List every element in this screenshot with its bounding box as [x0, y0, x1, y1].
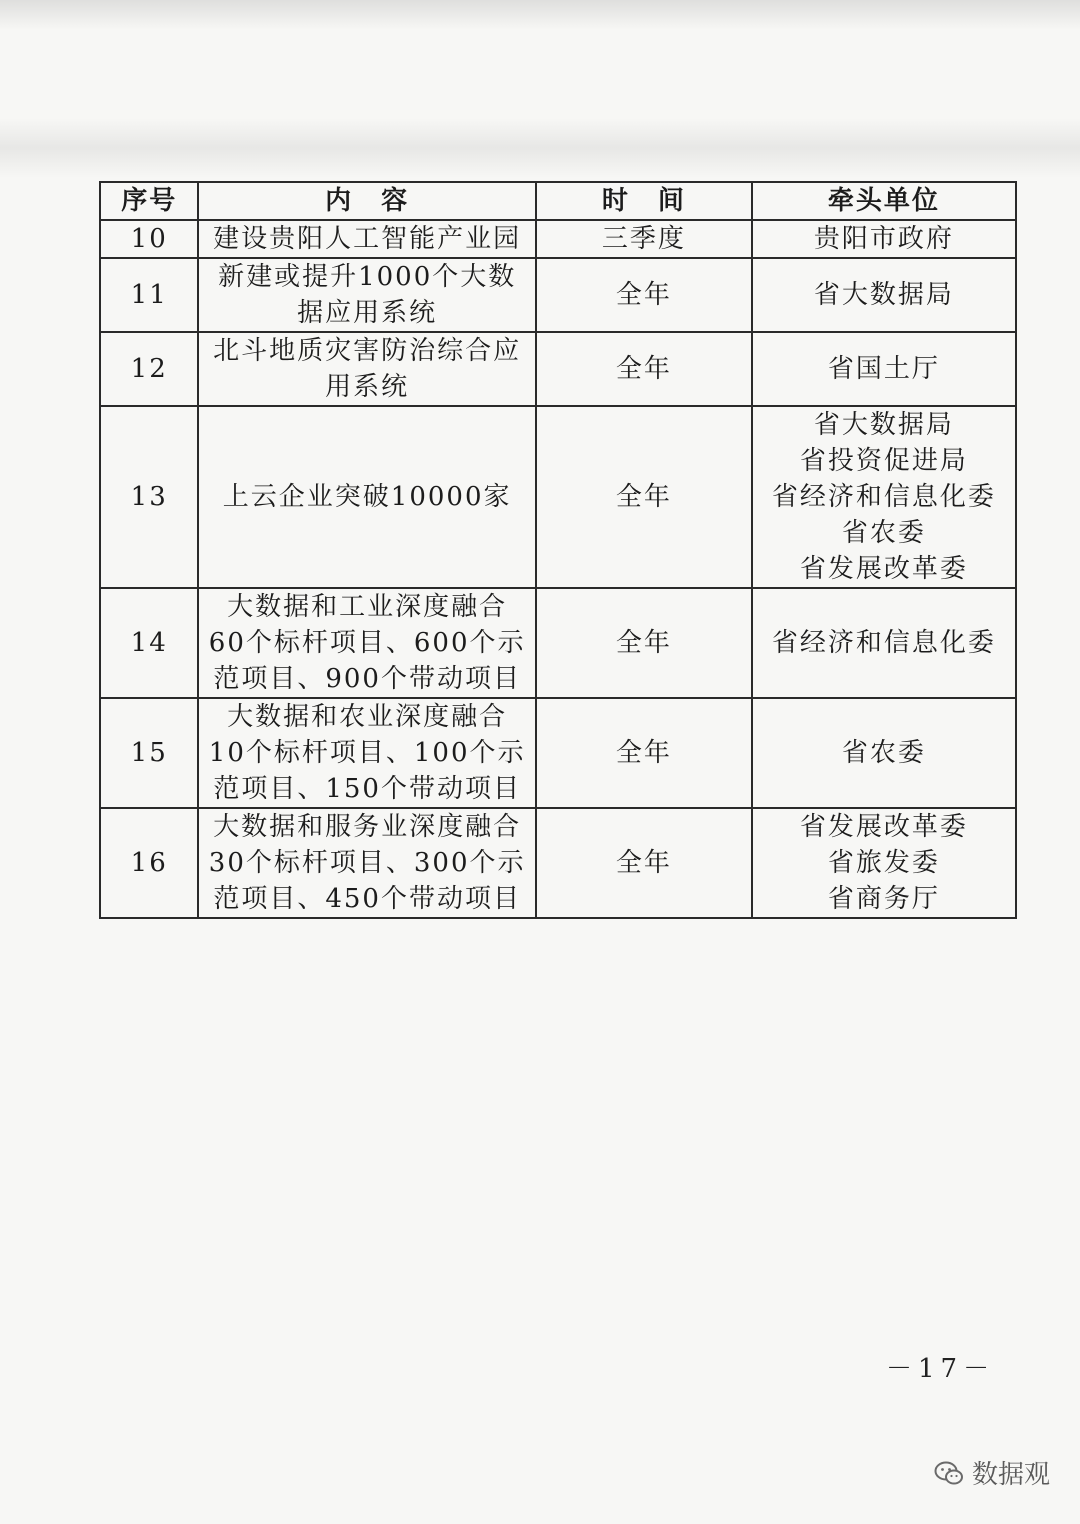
row-number: 14 [100, 588, 198, 698]
row-lead-unit [752, 220, 1016, 258]
row-lead-unit [752, 808, 1016, 918]
lead-unit-line: 贵阳市政府 [813, 224, 954, 254]
row-lead-unit [752, 588, 1016, 698]
show-through-band [0, 118, 1080, 178]
header-no: 序号 [100, 182, 198, 220]
content-line: 建设贵阳人工智能产业园 [213, 224, 522, 254]
row-lead-unit [752, 406, 1016, 588]
page-number: －17－ [886, 1354, 996, 1384]
table-row [100, 332, 1016, 406]
lead-unit-line: 省农委 [841, 738, 926, 768]
row-time: 全年 [536, 698, 752, 808]
row-time: 全年 [536, 406, 752, 588]
row-number: 13 [100, 406, 198, 588]
row-time: 全年 [536, 332, 752, 406]
content-line: 大数据和工业深度融合 [227, 592, 508, 622]
row-content [198, 406, 535, 588]
header-org: 牵头单位 [752, 182, 1016, 220]
table-row [100, 258, 1016, 332]
content-line: 大数据和服务业深度融合 [213, 812, 522, 842]
lead-unit-line: 省经济和信息化委 [771, 628, 996, 658]
row-content [198, 698, 535, 808]
table-row [100, 406, 1016, 588]
row-number: 15 [100, 698, 198, 808]
row-content [198, 258, 535, 332]
lead-unit-line: 省大数据局 [813, 280, 954, 310]
header-content: 内 容 [198, 182, 535, 220]
content-line: 60个标杆项目、600个示 [208, 628, 526, 658]
wechat-icon [934, 1460, 964, 1486]
content-line: 新建或提升1000个大数 [218, 262, 517, 292]
row-lead-unit [752, 258, 1016, 332]
lead-unit-line: 省大数据局 [813, 410, 954, 440]
watermark [934, 1454, 1050, 1491]
lead-unit-line: 省商务厅 [827, 884, 940, 914]
row-number: 16 [100, 808, 198, 918]
content-line: 据应用系统 [297, 298, 438, 328]
show-through-top [0, 0, 1080, 30]
watermark-text: 数据观 [972, 1460, 1051, 1490]
row-number: 11 [100, 258, 198, 332]
row-lead-unit [752, 332, 1016, 406]
content-line: 用系统 [325, 372, 410, 402]
lead-unit-line: 省农委 [841, 518, 926, 548]
table-row [100, 808, 1016, 918]
row-content [198, 588, 535, 698]
row-time: 全年 [536, 808, 752, 918]
row-time: 全年 [536, 258, 752, 332]
content-line: 30个标杆项目、300个示 [208, 848, 526, 878]
lead-unit-line: 省发展改革委 [799, 554, 968, 584]
task-table [99, 181, 1017, 919]
content-line: 上云企业突破10000家 [222, 482, 512, 512]
row-content [198, 220, 535, 258]
table-body [100, 220, 1016, 918]
lead-unit-line: 省投资促进局 [799, 446, 968, 476]
header-time: 时 间 [536, 182, 752, 220]
content-line: 北斗地质灾害防治综合应 [213, 336, 522, 366]
row-number: 12 [100, 332, 198, 406]
content-line: 大数据和农业深度融合 [227, 702, 508, 732]
table-row [100, 588, 1016, 698]
lead-unit-line: 省国土厅 [827, 354, 940, 384]
lead-unit-line: 省旅发委 [827, 848, 940, 878]
content-line: 10个标杆项目、100个示 [208, 738, 526, 768]
content-line: 范项目、900个带动项目 [213, 664, 521, 694]
row-content [198, 808, 535, 918]
lead-unit-line: 省经济和信息化委 [771, 482, 996, 512]
row-time: 三季度 [536, 220, 752, 258]
lead-unit-line: 省发展改革委 [799, 812, 968, 842]
content-line: 范项目、450个带动项目 [213, 884, 521, 914]
row-lead-unit [752, 698, 1016, 808]
row-number: 10 [100, 220, 198, 258]
table-row [100, 220, 1016, 258]
table-row [100, 698, 1016, 808]
row-content [198, 332, 535, 406]
table-header-row [100, 182, 1016, 220]
content-line: 范项目、150个带动项目 [213, 774, 521, 804]
row-time: 全年 [536, 588, 752, 698]
